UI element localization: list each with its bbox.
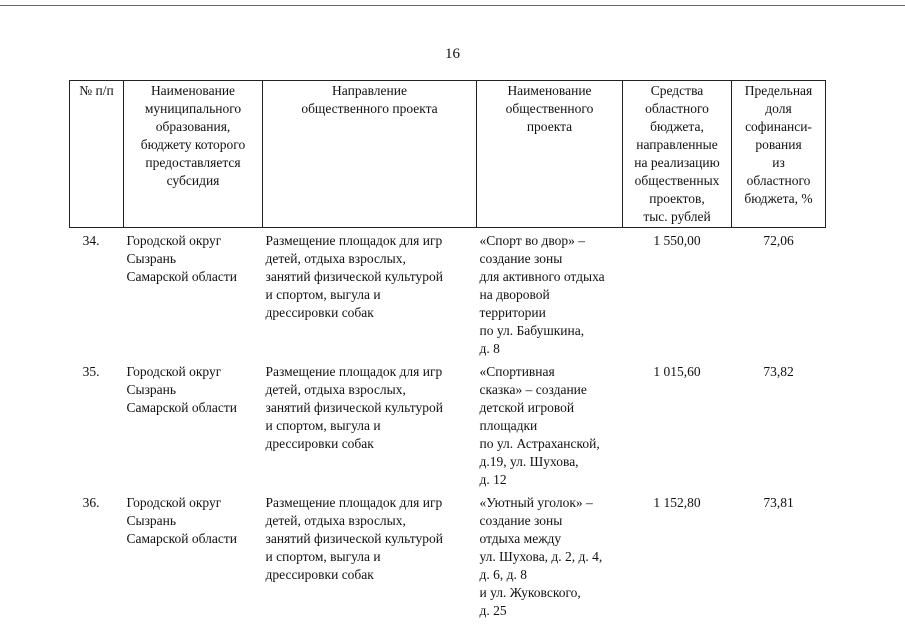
row-share: 72,06 bbox=[763, 233, 794, 248]
header-project: Наименование общественного проекта bbox=[477, 81, 623, 228]
row-number: 35. bbox=[82, 364, 100, 379]
row-direction: Размещение площадок для игр детей, отдыха взрослых, занятий физической культурой и спортом, выгула и дрессировки собак bbox=[265, 233, 443, 320]
header-share: Предельная доля софинанси- рования из областного бюджета, % bbox=[732, 81, 826, 228]
table-row bbox=[70, 490, 826, 621]
table-row bbox=[70, 359, 826, 490]
header-municipality: Наименование муниципального образования, бюджету которого предоставляется субсидия bbox=[124, 81, 263, 228]
header-number: № п/п bbox=[70, 81, 124, 228]
page-top-border bbox=[0, 5, 905, 6]
row-project: «Спорт во двор» – создание зоны для активного отдыха на дворовой территории по ул. Бабушкина, д. 8 bbox=[479, 233, 605, 356]
header-funds: Средства областного бюджета, направленные на реализацию общественных проектов, тыс. рублей bbox=[623, 81, 732, 228]
row-funds: 1 015,60 bbox=[653, 364, 701, 379]
row-municipality: Городской округ Сызрань Самарской области bbox=[126, 495, 238, 546]
row-number: 34. bbox=[82, 233, 100, 248]
row-municipality: Городской округ Сызрань Самарской области bbox=[126, 233, 238, 284]
header-direction: Направление общественного проекта bbox=[263, 81, 477, 228]
row-project: «Уютный уголок» – создание зоны отдыха между ул. Шухова, д. 2, д. 4, д. 6, д. 8 и ул. Жуковского, д. 25 bbox=[479, 495, 603, 618]
row-share: 73,82 bbox=[763, 364, 794, 379]
row-number: 36. bbox=[82, 495, 100, 510]
row-project: «Спортивная сказка» – создание детской игровой площадки по ул. Астраханской, д.19, ул. Шухова, д. 12 bbox=[479, 364, 600, 487]
row-share: 73,81 bbox=[763, 495, 794, 510]
table-header-row bbox=[70, 81, 826, 228]
row-direction: Размещение площадок для игр детей, отдыха взрослых, занятий физической культурой и спортом, выгула и дрессировки собак bbox=[265, 364, 443, 451]
row-funds: 1 152,80 bbox=[653, 495, 701, 510]
subsidy-table bbox=[69, 80, 826, 621]
row-direction: Размещение площадок для игр детей, отдыха взрослых, занятий физической культурой и спортом, выгула и дрессировки собак bbox=[265, 495, 443, 582]
table-row bbox=[70, 228, 826, 360]
row-funds: 1 550,00 bbox=[653, 233, 701, 248]
page-number: 16 bbox=[445, 46, 460, 62]
row-municipality: Городской округ Сызрань Самарской области bbox=[126, 364, 238, 415]
